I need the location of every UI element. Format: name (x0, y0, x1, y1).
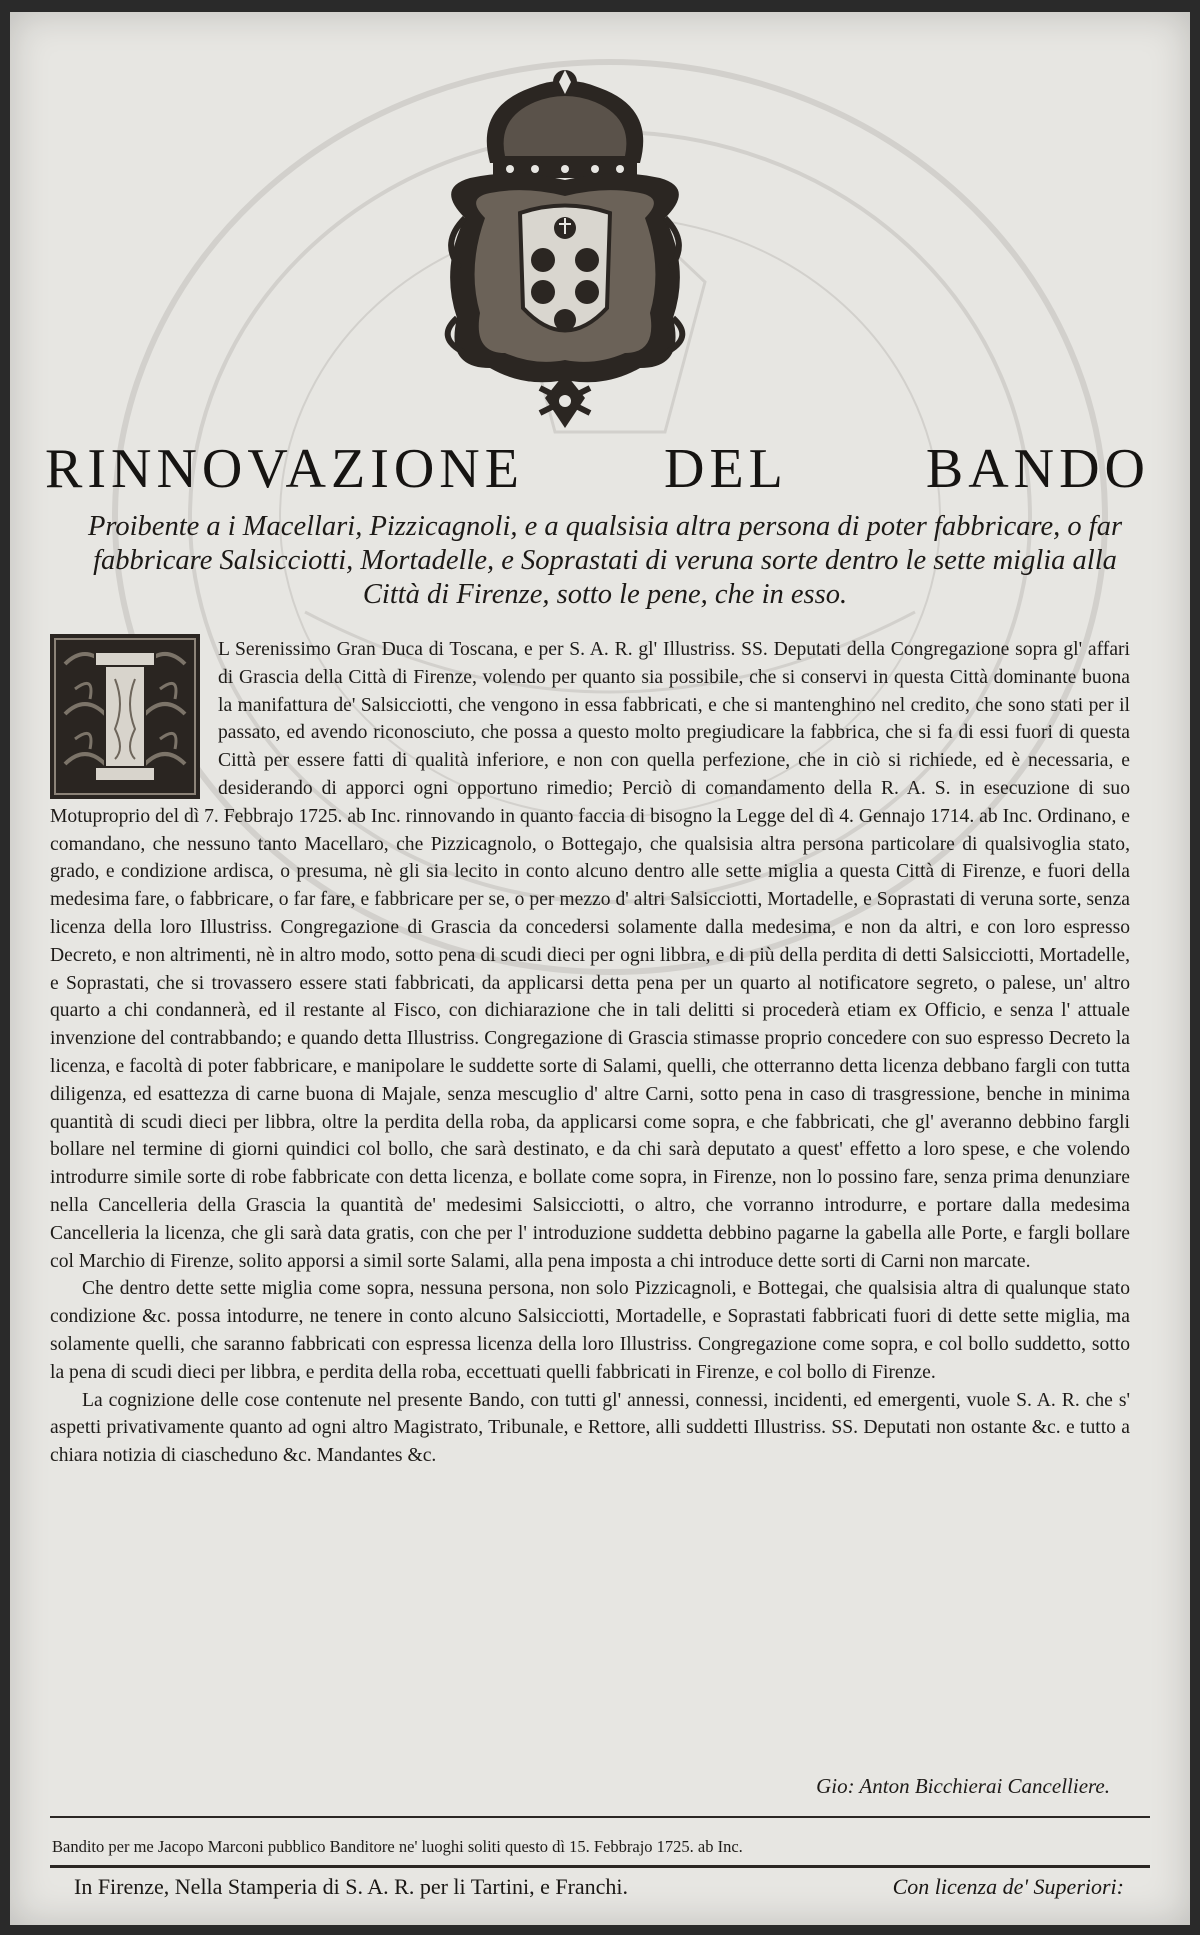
document-sheet (10, 12, 1190, 1925)
paragraph-1-text: L Serenissimo Gran Duca di Toscana, e per S. A. R. gl' Illustriss. SS. Deputati della Congregazione sopra gl' affari di Grascia della Città di Firenze, volendo per quanto sia possibile, che si conservi in questa Città dominante buona la manifattura de' Salsicciotti, che vengono in essa fabbricati, e che si mantenghino nel credito, che sono stati per il passato, ed avendo riconosciuto, che possa a questo molto pregiudicare la fabbrica, che si fa di essi fuori di questa Città per essere fatti di qualità inferiore, e non con quella perfezione, che in ciò si richiede, ed è necessaria, e desiderando di apporci ogni opportuno rimedio; Perciò di comandamento della R. A. S. in esecuzione di suo Motuproprio del dì 7. Febbrajo 1725. ab Inc. rinnovando in quanto faccia di bisogno la Legge del dì 4. Gennajo 1714. ab Inc. Ordinano, e comandano, che nessuno tanto Macellaro, che Pizzicagnolo, o Bottegajo, che qualsisia altra persona particolare di qualsivoglia stato, grado, e condizione ardisca, o presuma, nè gli sia lecito in conto alcuno dentro alle sette miglia a questa Città di Firenze, e fuori della medesima fare, o fabbricare, o far fare, e fabbricare per se, o per mezzo d' altri Salsicciotti, Mortadelle, e Soprastati di veruna sorte, senza licenza della loro Illustriss. Congregazione di Grascia da concedersi solamente dalla medesima, e non da altri, e con loro espresso Decreto, e non altrimenti, nè in altro modo, sotto pena di scudi dieci per ogni libbra, e di più della perdita di detti Salsicciotti, Mortadelle, e Soprastati, che si trovassero essere stati fabbricati, da applicarsi detta pena per un quarto al notificatore segreto, o palese, un' altro quarto a chi condannerà, ed il restante al Fisco, con dichiarazione che in tali delitti si procederà etiam ex Officio, e senza l' attuale invenzione del contrabbando; e quando detta Illustriss. Congregazione di Grascia stimasse proprio concedere con suo espresso Decreto la licenza, e facoltà di poter fabbricare, e manipolare le suddette sorte di Salami, quelli, che otterranno detta licenza debbano fargli con tutta diligenza, ed esattezza di carne buona di Majale, senza mescuglio d' altre Carni, sotto pena in caso di trasgressione, benche in minima quantità di scudi dieci per libbra, oltre la perdita della roba, da applicarsi come sopra, e che fabbricati, che gl' averanno debbino fargli bollare nel termine di giorni quindici col bollo, che sarà destinato, e da chi sarà deputato a quest' effetto a loro spese, e che volendo introdurre simile sorte di robe fabbricate con detta licenza, e bollate come sopra, in Firenze, non lo possino fare, senza prima denunziare nella Cancelleria della Grascia la quantità de' medesimi Salsicciotti, o altro, che vorranno introdurre, e portare dalla medesima Cancelleria la licenza, che gli sarà data gratis, con che per l' introduzione suddetta debbino pagarne la gabella alle Porte, e fargli bollare col Marchio di Firenze, solito apporsi a simil sorte Salami, alla pena imposta a chi introduce dette sorti di Carni non marcate. (50, 639, 1130, 1272)
proclamation-note: Bandito per me Jacopo Marconi pubblico Banditore ne' luoghi soliti questo dì 15. Febbrajo 1725. ab Inc. (52, 1837, 743, 1856)
divider-rule-bottom (50, 1865, 1150, 1868)
license-note: Con licenza de' Superiori: (892, 1874, 1124, 1899)
paragraph-1 (50, 636, 1130, 1275)
page-title: RINNOVAZIONE DEL BANDO (45, 438, 1150, 500)
divider-rule (50, 1816, 1150, 1818)
printer-imprint: In Firenze, Nella Stamperia di S. A. R. per li Tartini, e Franchi. (74, 1874, 629, 1899)
document-body (50, 636, 1130, 1470)
imprint-line (74, 1874, 1124, 1900)
paragraph-3: La cognizione delle cose contenute nel presente Bando, con tutti gl' annessi, connessi, incidenti, ed emergenti, vuole S. A. R. che s' aspetti privativamente quanto ad ogni altro Magistrato, Tribunale, e Rettore, alli suddetti Illustriss. SS. Deputati non ostante &c. e tutto a chiara notizia di ciascheduno &c. Mandantes &c. (50, 1389, 1130, 1467)
page-subtitle: Proibente a i Macellari, Pizzicagnoli, e a qualsisia altra persona di poter fabbricare, o far fabbricare Salsicciotti, Mortadelle, e Soprastati di veruna sorte dentro le sette miglia alla Città di Firenze, sotto le pene, che in esso. (87, 511, 1123, 610)
medici-crest-icon (435, 68, 695, 438)
signature: Gio: Anton Bicchierai Cancelliere. (816, 1774, 1110, 1798)
paragraph-2: Che dentro dette sette miglia come sopra, nessuna persona, non solo Pizzicagnoli, e Bottegai, che qualsisia altra di qualunque stato condizione &c. possa intodurre, ne tenere in conto alcuno Salsicciotti, Mortadelle, e Soprastati fabbricati fuori di dette sette miglia, ma solamente quelli, che saranno fabbricati con espressa licenza della loro Illustriss. Congregazione come sopra, e col bollo suddetto, sotto la pena di scudi dieci per libbra, e perdita della roba, eccettuati quelli fabbricati in Firenze, e col bollo di Firenze. (50, 1278, 1130, 1383)
